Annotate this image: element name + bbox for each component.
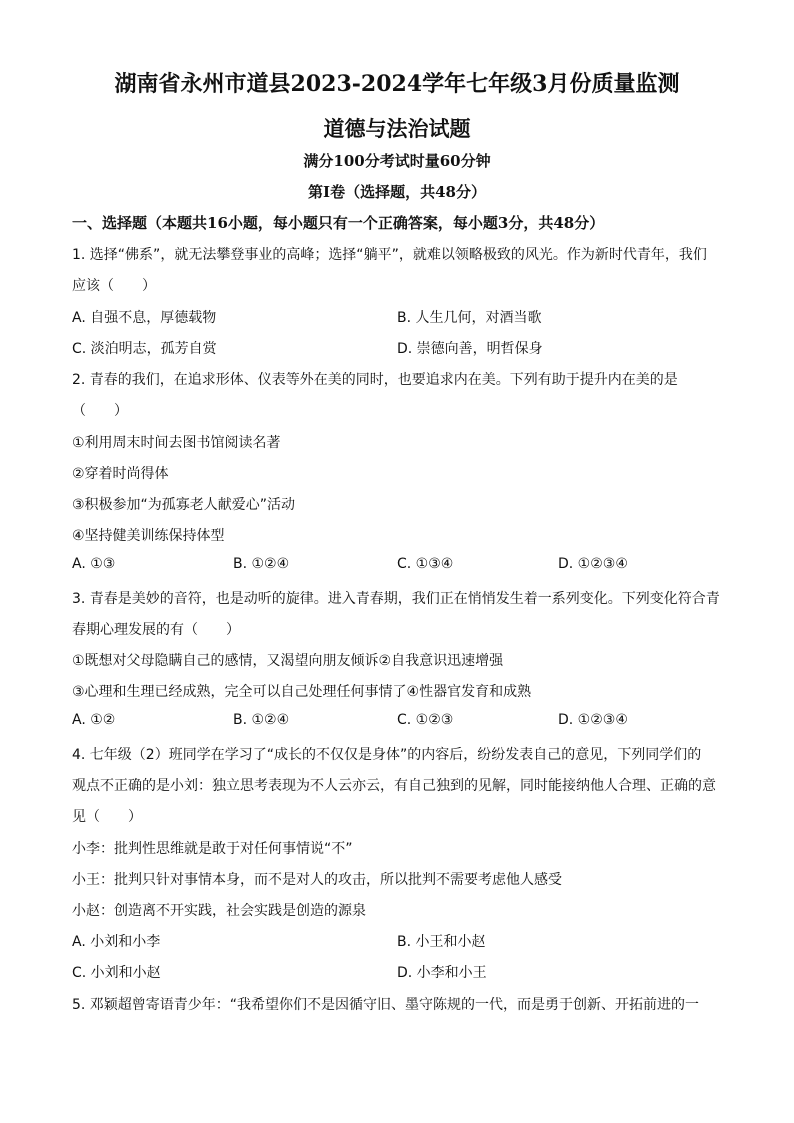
q5-stem-line1: 5. 邓颖超曾寄语青少年：“我希望你们不是因循守旧、墨守陈规的一代，而是勇于创新、开拓前进的一 [72, 997, 700, 1013]
exam-title: 湖南省永州市道县2023-2024学年七年级3月份质量监测 [114, 71, 680, 97]
section-heading: 一、选择题（本题共16小题，每小题只有一个正确答案，每小题3分，共48分） [72, 214, 605, 232]
q3-option-a: A. ①② [72, 712, 116, 728]
q1-option-c: C. 淡泊明志，孤芳自赏 [72, 341, 217, 357]
q4-stem-line1: 4. 七年级（2）班同学在学习了“成长的不仅仅是身体”的内容后，纷纷发表自己的意见，下列同学们的 [72, 747, 702, 763]
q2-option-d: D. ①②③④ [558, 556, 628, 572]
q4-option-b: B. 小王和小赵 [397, 934, 486, 950]
subject-title: 道德与法治试题 [323, 116, 471, 141]
q1-option-d: D. 崇德向善，明哲保身 [397, 341, 543, 357]
q2-option-b: B. ①②④ [233, 556, 290, 572]
q2-statement-4: ④坚持健美训练保持体型 [72, 528, 225, 544]
q3-option-b: B. ①②④ [233, 712, 290, 728]
q4-option-a: A. 小刘和小李 [72, 934, 161, 950]
q2-statement-1: ①利用周末时间去图书馆阅读名著 [72, 435, 281, 451]
q1-stem-line1: 1. 选择“佛系”，就无法攀登事业的高峰；选择“躺平”，就难以领略极致的风光。作为新时代青年，我们 [72, 247, 707, 263]
q4-option-c: C. 小刘和小赵 [72, 965, 161, 981]
q4-stem-line3: 见（ ） [72, 809, 142, 825]
q1-option-b: B. 人生几何，对酒当歌 [397, 310, 542, 326]
q2-option-c: C. ①③④ [397, 556, 454, 572]
q3-statements-1-2: ①既想对父母隐瞒自己的感情，又渴望向朋友倾诉②自我意识迅速增强 [72, 653, 504, 669]
q1-stem-line2: 应该（ ） [72, 278, 156, 294]
q3-stem-line2: 春期心理发展的有（ ） [72, 622, 240, 638]
q2-statement-2: ②穿着时尚得体 [72, 466, 169, 482]
q4-opinion-zhao: 小赵：创造离不开实践，社会实践是创造的源泉 [72, 903, 366, 919]
q4-opinion-wang: 小王：批判只针对事情本身，而不是对人的攻击，所以批判不需要考虑他人感受 [72, 872, 562, 888]
q3-statements-3-4: ③心理和生理已经成熟，完全可以自己处理任何事情了④性器官发育和成熟 [72, 684, 532, 700]
q2-stem-line2: （ ） [72, 403, 128, 419]
q4-stem-line2: 观点不正确的是小刘：独立思考表现为不人云亦云，有自己独到的见解，同时能接纳他人合理、正确的意 [72, 778, 716, 794]
q4-opinion-li: 小李：批判性思维就是敢于对任何事情说“不” [72, 841, 353, 857]
q2-option-a: A. ①③ [72, 556, 116, 572]
q4-option-d: D. 小李和小王 [397, 965, 487, 981]
volume-heading: 第Ⅰ卷（选择题，共48分） [308, 183, 486, 201]
q2-stem-line1: 2. 青春的我们，在追求形体、仪表等外在美的同时，也要追求内在美。下列有助于提升内在美的是 [72, 372, 678, 388]
q1-option-a: A. 自强不息，厚德载物 [72, 310, 217, 326]
q3-option-d: D. ①②③④ [558, 712, 628, 728]
q3-stem-line1: 3. 青春是美妙的音符，也是动听的旋律。进入青春期，我们正在悄悄发生着一系列变化。下列变化符合青 [72, 591, 720, 607]
q2-statement-3: ③积极参加“为孤寡老人献爱心”活动 [72, 497, 296, 513]
score-time-line: 满分100分考试时量60分钟 [303, 152, 491, 170]
q3-option-c: C. ①②③ [397, 712, 454, 728]
